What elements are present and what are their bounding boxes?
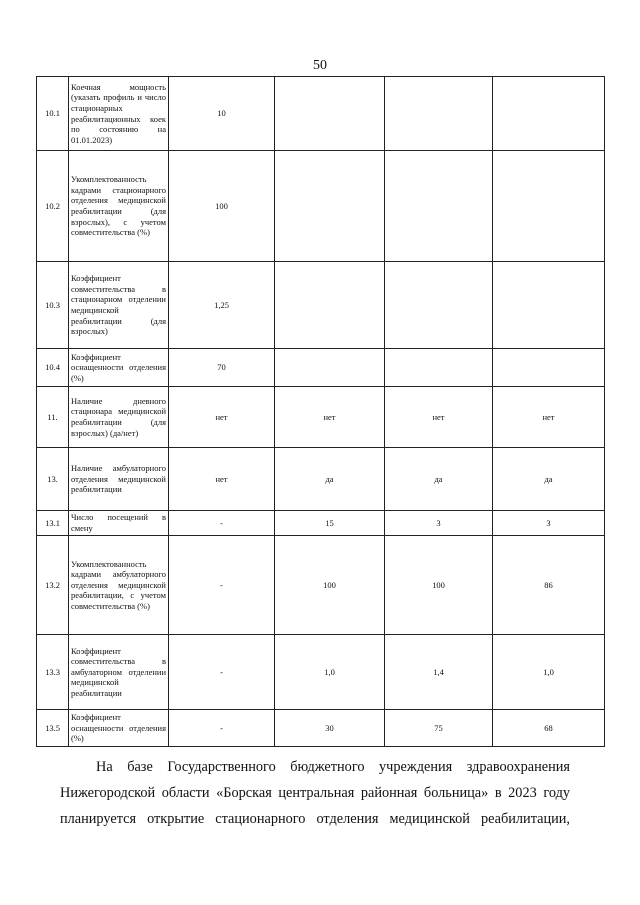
row-value-3: да	[385, 448, 493, 511]
row-value-3: нет	[385, 387, 493, 448]
row-value-4	[493, 349, 605, 387]
row-value-2	[275, 77, 385, 151]
row-number: 11.	[37, 387, 69, 448]
row-value-3: 1,4	[385, 635, 493, 710]
row-description: Наличие амбулаторного отделения медицинской реабилитации	[69, 448, 169, 511]
body-paragraph: На базе Государственного бюджетного учреждения здравоохранения Нижегородской области «Борская центральная районная больница» в 2023 году планируется открытие стационарного отделения медицинской реабилитации,	[60, 759, 570, 827]
row-value-2: 15	[275, 511, 385, 536]
page-number: 50	[313, 58, 327, 73]
table-row	[37, 387, 605, 448]
row-value-1: нет	[169, 448, 275, 511]
row-value-4: нет	[493, 387, 605, 448]
row-value-1: -	[169, 710, 275, 747]
row-value-3	[385, 262, 493, 349]
row-value-2	[275, 151, 385, 262]
row-description: Укомплектованность кадрами стационарного отделения медицинской реабилитации (для взрослых), с учетом совместительства (%)	[69, 151, 169, 262]
row-value-1: -	[169, 635, 275, 710]
row-value-3	[385, 151, 493, 262]
row-number: 10.1	[37, 77, 69, 151]
row-value-4: 86	[493, 536, 605, 635]
row-value-3: 3	[385, 511, 493, 536]
row-value-1: 10	[169, 77, 275, 151]
row-description: Коэффициент совместительства в амбулаторном отделении медицинской реабилитации	[69, 635, 169, 710]
row-value-4: да	[493, 448, 605, 511]
row-value-4: 3	[493, 511, 605, 536]
row-number: 13.	[37, 448, 69, 511]
row-number: 13.3	[37, 635, 69, 710]
row-value-2: да	[275, 448, 385, 511]
table-row	[37, 511, 605, 536]
row-description: Коэффициент оснащенности отделения (%)	[69, 349, 169, 387]
row-value-2	[275, 262, 385, 349]
table-row	[37, 262, 605, 349]
row-value-2: нет	[275, 387, 385, 448]
row-value-3: 75	[385, 710, 493, 747]
row-value-1: -	[169, 536, 275, 635]
row-value-1: 100	[169, 151, 275, 262]
table-row	[37, 151, 605, 262]
row-value-2	[275, 349, 385, 387]
row-number: 10.2	[37, 151, 69, 262]
row-value-4	[493, 77, 605, 151]
indicators-table	[36, 76, 605, 747]
row-value-4: 68	[493, 710, 605, 747]
table-row	[37, 77, 605, 151]
row-description: Число посещений в смену	[69, 511, 169, 536]
table-row	[37, 710, 605, 747]
row-value-2: 100	[275, 536, 385, 635]
row-value-3	[385, 77, 493, 151]
row-value-4	[493, 262, 605, 349]
row-number: 13.1	[37, 511, 69, 536]
row-value-4	[493, 151, 605, 262]
row-number: 13.2	[37, 536, 69, 635]
row-number: 10.4	[37, 349, 69, 387]
row-value-4: 1,0	[493, 635, 605, 710]
row-value-2: 30	[275, 710, 385, 747]
table-row	[37, 635, 605, 710]
table-row	[37, 349, 605, 387]
row-description: Укомплектованность кадрами амбулаторного отделения медицинской реабилитации, с учетом совместительства (%)	[69, 536, 169, 635]
row-description: Коэффициент оснащенности отделения (%)	[69, 710, 169, 747]
row-number: 13.5	[37, 710, 69, 747]
row-description: Коечная мощность (указать профиль и число стационарных реабилитационных коек по состоянию на 01.01.2023)	[69, 77, 169, 151]
row-value-1: 70	[169, 349, 275, 387]
row-value-1: 1,25	[169, 262, 275, 349]
row-value-3	[385, 349, 493, 387]
row-description: Коэффициент совместительства в стационарном отделении медицинской реабилитации (для взрослых)	[69, 262, 169, 349]
row-description: Наличие дневного стационара медицинской реабилитации (для взрослых) (да/нет)	[69, 387, 169, 448]
row-value-3: 100	[385, 536, 493, 635]
row-value-2: 1,0	[275, 635, 385, 710]
table-row	[37, 536, 605, 635]
row-value-1: -	[169, 511, 275, 536]
row-number: 10.3	[37, 262, 69, 349]
table-row	[37, 448, 605, 511]
row-value-1: нет	[169, 387, 275, 448]
body-text	[60, 754, 570, 832]
